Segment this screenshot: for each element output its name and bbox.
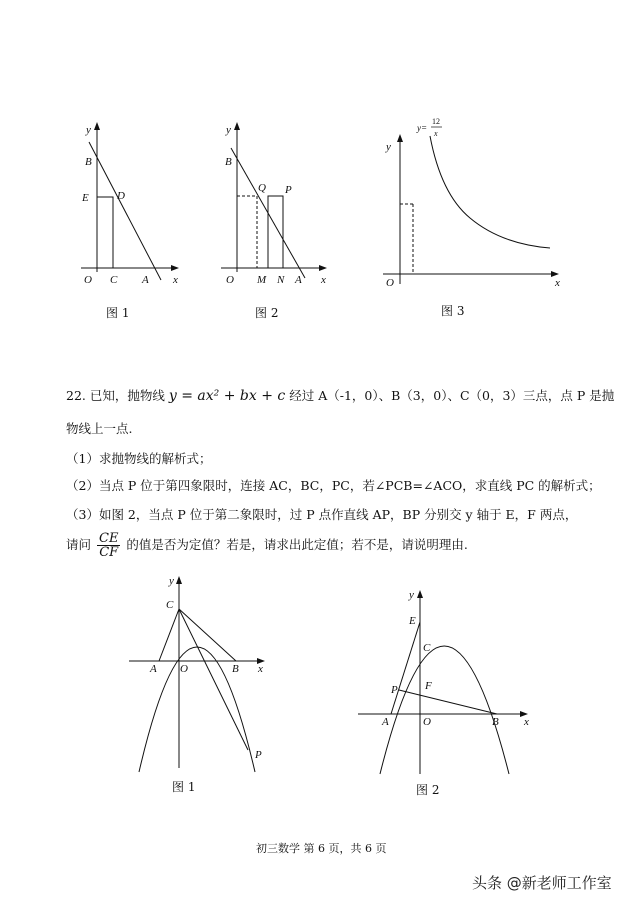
question-3-prefix: 请问 (66, 537, 92, 552)
bfig1-label-x: x (258, 663, 263, 675)
bfig1-label-A: A (150, 663, 157, 675)
page-footer: 初三数学 第 6 页，共 6 页 (256, 842, 387, 855)
fig1-label-D: D (117, 190, 125, 202)
bfig1-label-y: y (169, 575, 174, 587)
question-2: （2）当点 P 位于第四象限时，连接 AC，BC，PC，若∠PCB=∠ACO，求直线 PC 的解析式； (66, 478, 601, 493)
fraction-denominator: CF (99, 545, 119, 560)
fig1-label-y: y (86, 124, 91, 136)
bottom-figure-1-caption: 图 1 (172, 780, 196, 794)
bfig2-label-E: E (409, 615, 416, 627)
top-figure-3-caption: 图 3 (441, 304, 465, 318)
question-1: （1）求抛物线的解析式； (66, 451, 212, 466)
ce-over-cf-fraction (97, 532, 120, 559)
fig1-label-C: C (110, 274, 118, 286)
fig2-label-B: B (225, 156, 232, 168)
bottom-figure-2-caption: 图 2 (416, 783, 440, 797)
fig3-func-den: x (434, 129, 438, 138)
fig3-label-x: x (555, 277, 560, 289)
watermark: 头条 @新老师工作室 (472, 874, 612, 892)
question-3-line-1: （3）如图 2，当点 P 位于第二象限时，过 P 点作直线 AP，BP 分别交 y 轴于 E，F 两点， (66, 507, 578, 522)
fig2-label-N: N (277, 274, 285, 286)
fig2-label-P: P (285, 184, 292, 196)
bfig2-label-C: C (423, 642, 431, 654)
bottom-figure-2 (352, 586, 542, 776)
bfig2-label-A: A (382, 716, 389, 728)
fig2-label-A: A (295, 274, 302, 286)
fig2-label-x: x (321, 274, 326, 286)
top-figure-2 (215, 120, 335, 290)
bfig1-label-B: B (232, 663, 239, 675)
fig2-label-M: M (257, 274, 267, 286)
bfig1-label-O: O (180, 663, 188, 675)
top-figure-1-caption: 图 1 (106, 306, 130, 320)
problem-line-1 (66, 389, 614, 403)
bfig2-label-y: y (409, 589, 414, 601)
fig3-func-num: 12 (432, 117, 440, 126)
problem-line-2: 物线上一点. (66, 421, 133, 436)
bfig2-label-B: B (492, 716, 499, 728)
question-3-line-2 (66, 532, 468, 559)
fig1-label-O: O (84, 274, 92, 286)
problem-equation: y = ax² + bx + c (168, 388, 286, 404)
fig3-label-O: O (386, 277, 394, 289)
fig2-label-Q: Q (258, 182, 266, 194)
fig1-label-E: E (82, 192, 89, 204)
fraction-numerator: CE (99, 531, 119, 546)
problem-intro-b: 经过 A（-1，0）、B（3，0）、C（0，3）三点，点 P 是抛 (289, 388, 615, 403)
fig2-label-y: y (226, 124, 231, 136)
bfig2-label-P: P (391, 684, 398, 696)
question-3-suffix: 的值是否为定值？若是，请求出此定值；若不是，请说明理由. (126, 537, 468, 552)
top-figure-2-caption: 图 2 (255, 306, 279, 320)
top-figure-1 (75, 120, 185, 290)
fig1-label-A: A (142, 274, 149, 286)
bottom-figure-1 (125, 572, 285, 772)
fig2-label-O: O (226, 274, 234, 286)
fig1-label-x: x (173, 274, 178, 286)
fig3-func-prefix: y= (417, 123, 428, 133)
fig1-label-B: B (85, 156, 92, 168)
bfig2-label-x: x (524, 716, 529, 728)
bfig1-label-P: P (255, 749, 262, 761)
fig3-label-y: y (386, 141, 391, 153)
top-figure-3 (375, 112, 565, 292)
problem-number: 22. (66, 388, 86, 403)
bfig2-label-O: O (423, 716, 431, 728)
bfig1-label-C: C (166, 599, 174, 611)
problem-intro-a: 已知，抛物线 (89, 388, 165, 403)
bfig2-label-F: F (425, 680, 432, 692)
